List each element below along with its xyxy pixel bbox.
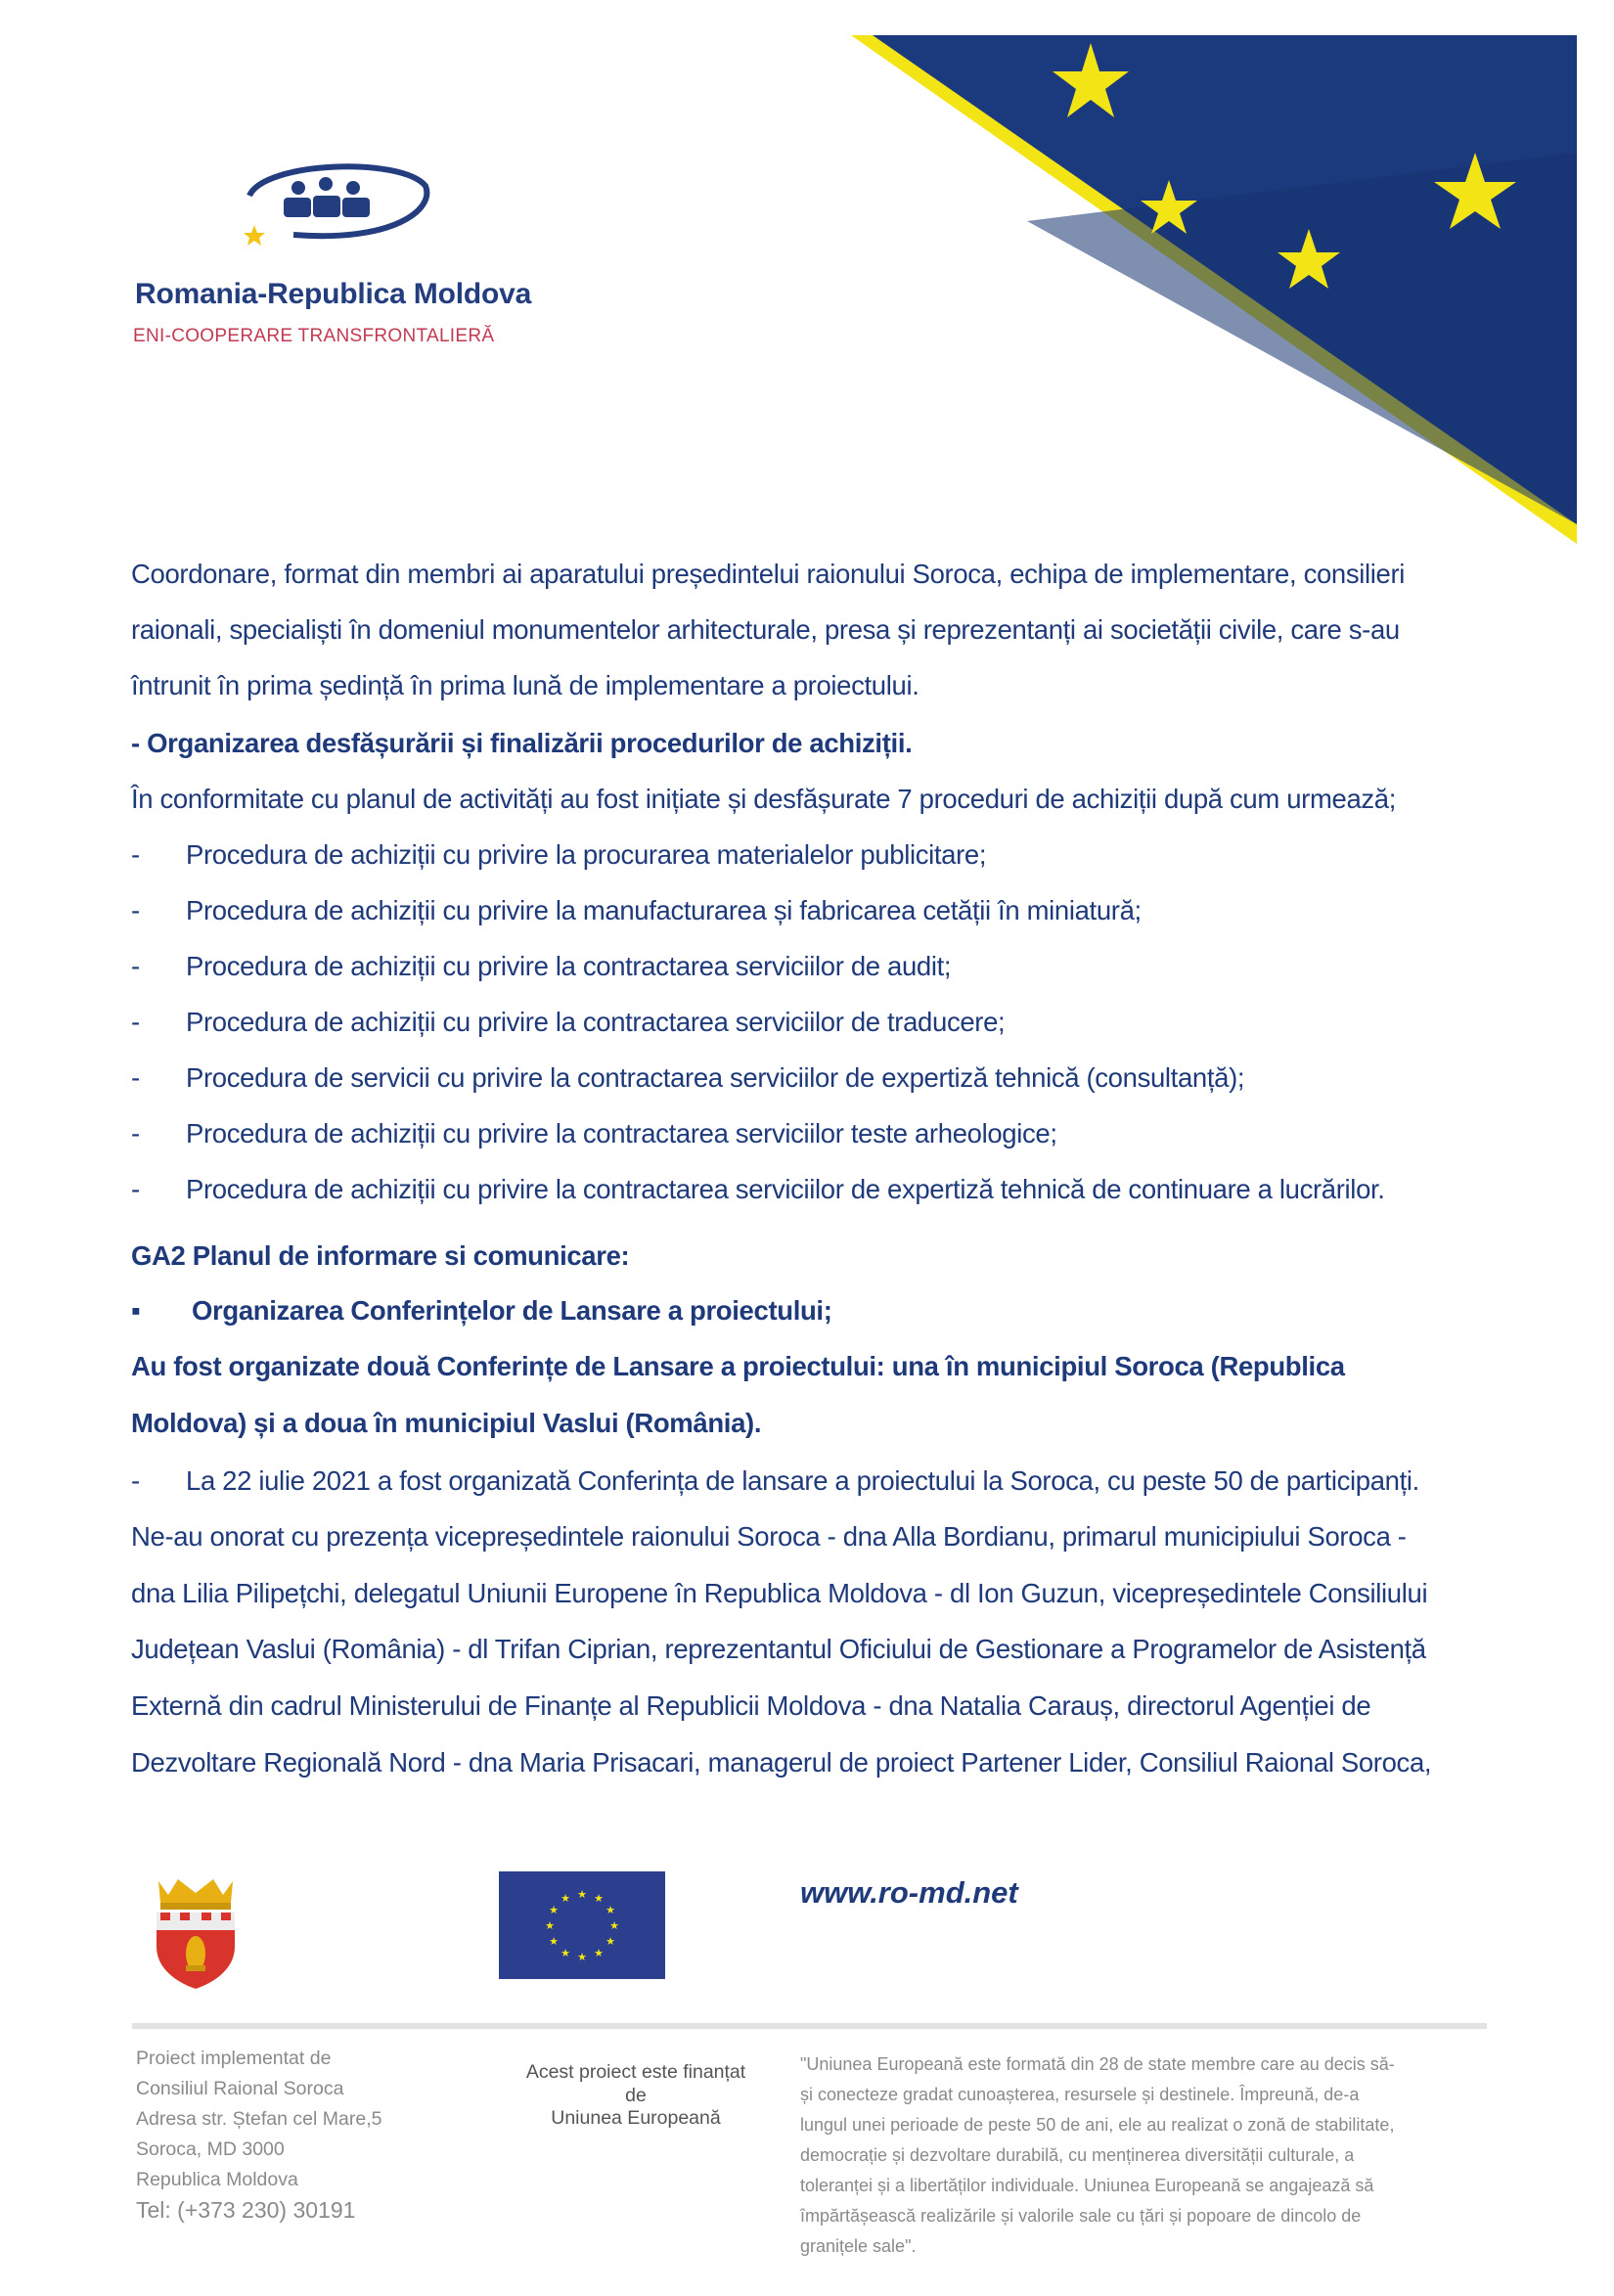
program-subtitle: ENI-COOPERARE TRANSFRONTALIERĂ	[133, 326, 495, 346]
svg-text:★: ★	[609, 1919, 619, 1932]
list-dash: -	[131, 951, 140, 981]
participants-line: Județean Vaslui (România) - dl Trifan Ciprian, reprezentantul Oficiului de Gestionare a Programelor de Asistență	[131, 1634, 1426, 1664]
procedure-text: Procedura de achiziții cu privire la contractarea serviciilor de traducere;	[186, 1007, 1006, 1037]
svg-text:★: ★	[577, 1888, 587, 1901]
svg-text:★: ★	[549, 1904, 559, 1916]
list-dash: -	[131, 1118, 140, 1148]
eu-statement-line: "Uniunea Europeană este formată din 28 de state membre care au decis să-	[800, 2054, 1395, 2074]
list-dash: -	[131, 895, 140, 925]
participants-line: Dezvoltare Regională Nord - dna Maria Prisacari, managerul de proiect Partener Lider, Consiliul Raional Soroca,	[131, 1747, 1432, 1778]
conference-summary-line: Au fost organizate două Conferințe de Lansare a proiectului: una în municipiul Soroca (Republica	[131, 1351, 1345, 1381]
conference-summary-line: Moldova) și a doua în municipiul Vaslui (România).	[131, 1408, 762, 1438]
svg-text:★: ★	[605, 1935, 615, 1948]
implementer-line: Soroca, MD 3000	[136, 2138, 285, 2160]
intro-line: Coordonare, format din membri ai aparatului președintelui raionului Soroca, echipa de implementare, consilieri	[131, 559, 1406, 589]
ga2-heading: GA2 Planul de informare si comunicare:	[131, 1240, 630, 1271]
procurement-intro: În conformitate cu planul de activități au fost inițiate și desfășurate 7 proceduri de achiziții după cum urmează;	[131, 784, 1397, 814]
procedure-text: Procedura de achiziții cu privire la procurarea materialelor publicitare;	[186, 839, 987, 870]
eu-statement-line: democrație și dezvoltare durabilă, cu menținerea diversității culturale, a	[800, 2145, 1355, 2165]
participants-line: dna Lilia Pilipețchi, delegatul Uniunii Europene în Republica Moldova - dl Ion Guzun, vicepreședintele Consiliului	[131, 1578, 1428, 1608]
svg-text:★: ★	[605, 1904, 615, 1916]
eu-statement	[800, 2049, 1395, 2262]
website-link[interactable]: www.ro-md.net	[800, 1875, 1018, 1910]
svg-text:★: ★	[594, 1947, 604, 1959]
procedure-text: Procedura de achiziții cu privire la manufacturarea și fabricarea cetății în miniatură;	[186, 895, 1142, 925]
implementer-phone: Tel: (+373 230) 30191	[136, 2197, 356, 2223]
program-logo	[225, 157, 435, 249]
implementer-block	[136, 2048, 381, 2229]
eu-flag	[499, 1871, 665, 1979]
funded-by-block	[509, 2061, 763, 2131]
implementer-line: Adresa str. Ștefan cel Mare,5	[136, 2108, 382, 2130]
procedure-text: Procedura de servicii cu privire la contractarea serviciilor de expertiză tehnică (consultanță);	[186, 1062, 1245, 1093]
funded-line: Acest proiect este finanțat	[525, 2061, 746, 2083]
implementer-line: Republica Moldova	[136, 2169, 298, 2190]
eu-corner-banner	[851, 35, 1577, 544]
soroca-coat-of-arms	[147, 1873, 245, 1991]
eu-statement-line: și conecteze gradat cunoașterea, resursele și destinele. Împreună, de-a	[800, 2085, 1360, 2104]
conference-detail: La 22 iulie 2021 a fost organizată Conferința de lansare a proiectului la Soroca, cu peste 50 de participanți.	[186, 1465, 1419, 1496]
implementer-line: Consiliul Raional Soroca	[136, 2078, 344, 2099]
intro-line: întrunit în prima ședință în prima lună de implementare a proiectului.	[131, 670, 919, 700]
svg-text:★: ★	[545, 1919, 555, 1932]
participants-line: Externă din cadrul Ministerului de Finanțe al Republicii Moldova - dna Natalia Carauș, directorul Agenției de	[131, 1690, 1371, 1721]
participants-line: Ne-au onorat cu prezența vicepreședintele raionului Soroca - dna Alla Bordianu, primarul municipiului Soroca -	[131, 1521, 1407, 1552]
svg-text:★: ★	[560, 1947, 570, 1959]
bullet-icon: ▪	[131, 1295, 141, 1326]
eu-statement-line: granițele sale".	[800, 2236, 917, 2256]
list-dash: -	[131, 1007, 140, 1037]
eu-statement-line: lungul unei perioade de peste 50 de ani, ele au realizat o zonă de stabilitate,	[800, 2115, 1395, 2135]
list-dash: -	[131, 839, 140, 870]
program-title: Romania-Republica Moldova	[135, 278, 532, 310]
list-dash: -	[131, 1062, 140, 1093]
conference-heading: Organizarea Conferințelor de Lansare a proiectului;	[192, 1295, 832, 1326]
funded-line: de	[625, 2084, 647, 2106]
eu-statement-line: toleranței și a libertăților individuale. Uniunea Europeană se angajează să	[800, 2176, 1374, 2195]
procedure-text: Procedura de achiziții cu privire la contractarea serviciilor de expertiză tehnică de continuare a lucrărilor.	[186, 1174, 1385, 1204]
star-icon	[244, 225, 265, 246]
list-dash: -	[131, 1174, 140, 1204]
svg-text:★: ★	[577, 1951, 587, 1963]
svg-text:★: ★	[594, 1892, 604, 1905]
funded-line: Uniunea Europeană	[551, 2107, 721, 2129]
list-dash: -	[131, 1465, 140, 1496]
footer-divider	[132, 2023, 1487, 2029]
intro-line: raionali, specialiști în domeniul monumentelor arhitecturale, presa și reprezentanți ai societății civile, care s-au	[131, 614, 1400, 645]
svg-text:★: ★	[560, 1892, 570, 1905]
implementer-line: Proiect implementat de	[136, 2048, 332, 2069]
procedure-text: Procedura de achiziții cu privire la contractarea serviciilor de audit;	[186, 951, 952, 981]
procedure-text: Procedura de achiziții cu privire la contractarea serviciilor teste arheologice;	[186, 1118, 1057, 1148]
eu-statement-line: împărtășească realizările și valorile sale cu țări și popoare de dincolo de	[800, 2206, 1362, 2226]
svg-text:★: ★	[549, 1935, 559, 1948]
procurement-heading: - Organizarea desfășurării și finalizării procedurilor de achiziții.	[131, 728, 913, 758]
